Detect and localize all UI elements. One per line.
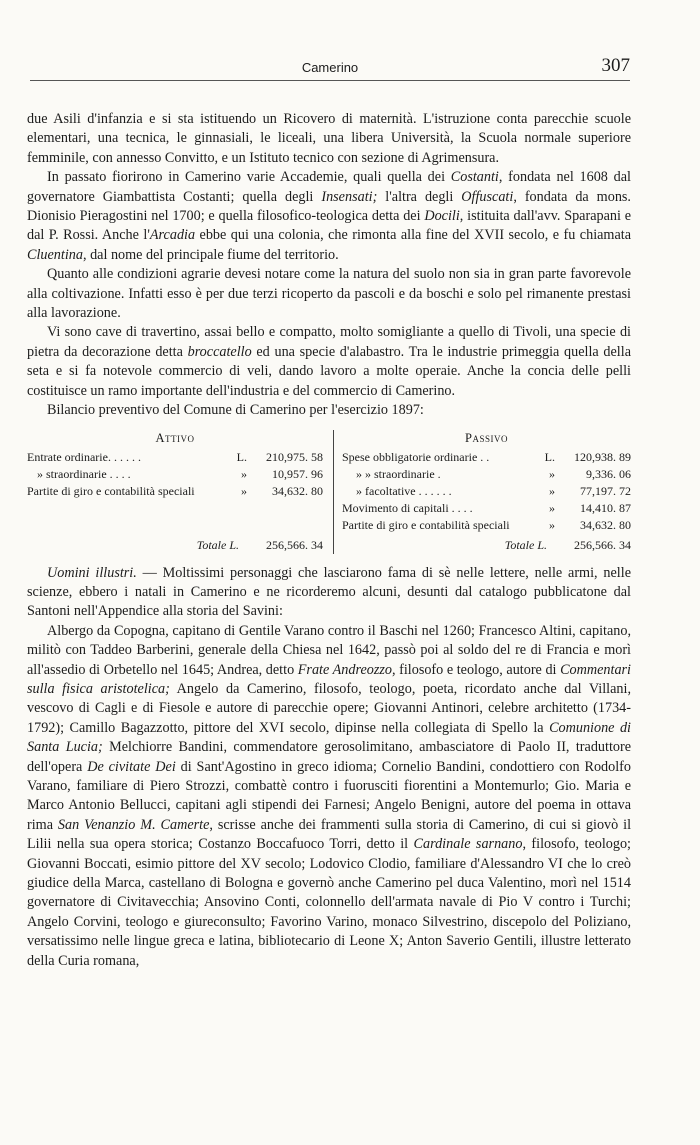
row-amount: 14,410. 87 (580, 500, 631, 515)
total-amount: 256,566. 34 (574, 537, 631, 552)
italic-run: Cardinale sarnano (413, 836, 523, 853)
row-amount: 34,632. 80 (580, 517, 631, 532)
italic-run: Costanti (450, 169, 499, 186)
italic-run: De civitate Dei (87, 758, 176, 775)
text-run: l'altra degli (377, 188, 462, 205)
total-label: Totale L. (504, 537, 547, 552)
text-run: Angelo da Camerino, filosofo, teologo, poeta, ricordato anche dal Villani, vescovo di Cagli e di Fiesole e autore di parecchie opere; Giovanni Antinori, celebre architetto (1734-1792); Camillo Bagazzotto, pittore del XVI secolo, dipinse nella collegiata di Spello la (27, 680, 631, 736)
row-amount: 210,975. 58 (266, 449, 323, 464)
row-mark: » (241, 483, 247, 498)
row-label: Spese obbligatorie ordinarie . . (342, 449, 490, 464)
row-amount: 34,632. 80 (272, 483, 323, 498)
text-run: ed una specie d'alabastro. Tra le industrie primeggia quella della seta e si fa notevole commercio di veli, dando lavoro a molte operaie. Anche la concia delle pelli costituisce un ramo importante dell'industria e del commercio di Camerino. (27, 343, 631, 399)
italic-run: Cluentina (27, 246, 83, 263)
row-mark: » (241, 466, 247, 481)
budget-passivo-column (333, 430, 631, 554)
spacer (27, 500, 323, 537)
italic-run: Insensati; (321, 188, 378, 205)
table-row (342, 500, 631, 517)
italic-run: Commentari sulla fisica aristotelica; (27, 661, 631, 697)
text-run: Albergo da Copogna, capitano di Gentile Varano contro il Baschi nel 1260; Francesco Altini, capitano, militò con Taddeo Barberini, generale della Chiesa nel 1642, passò poi al soldo del re di Francia e morì all'assedio di Orbetello nel 1645; Andrea, detto (27, 622, 631, 678)
running-title: Camerino (301, 60, 359, 75)
total-amount: 256,566. 34 (266, 537, 323, 552)
table-row (27, 483, 323, 500)
attivo-heading: Attivo (155, 430, 195, 445)
italic-run: Offuscati (461, 188, 514, 205)
table-row (342, 466, 631, 483)
row-label: Entrate ordinarie. . . . . . (27, 449, 141, 464)
row-label: » straordinarie . . . . (37, 466, 131, 481)
italic-run: San Venanzio M. Camerte (57, 816, 210, 833)
paragraph-education: due Asili d'infanzia e si sta istituendo un Ricovero di maternità. L'istruzione conta parecchie scuole elementari, una tecnica, le ginnasiali, le liceali, una libera Università, la Scuola normale superiore femminile, con annesso Convitto, e un Istituto tecnico con sezione di Agrimensura. (27, 111, 631, 166)
row-mark: » (549, 517, 555, 532)
row-label: » » straordinarie . (356, 466, 441, 481)
italic-run: Docili (424, 208, 460, 225)
row-mark: L. (236, 449, 247, 464)
budget-attivo-column (27, 430, 333, 554)
text-run: — Moltissimi personaggi che lasciarono fama di sè nelle lettere, nelle armi, nelle scienze, ebbero i natali in Camerino e ne ricorderemo alcuni, desunti dal catalogo pubblicatone dal Santoni nell'Appendice alla storia del Savini: (27, 564, 631, 620)
row-amount: 77,197. 72 (580, 483, 631, 498)
italic-run: broccatello (187, 343, 252, 360)
row-mark: » (549, 466, 555, 481)
attivo-total (27, 537, 323, 554)
text-run: di Sant'Agostino in greco idioma; Cornelio Bandini, condottiero con Rodolfo Varano, familiare di Piero Strozzi, combattè contro i fuorusciti fiorentini a Montemurlo; Gio. Maria e Marco Antonio Bellucci, capitani agli stipendi dei Farnesi; Angelo Benigni, autore del poema in ottava rima (27, 758, 632, 833)
row-amount: 120,938. 89 (574, 449, 631, 464)
budget-table (27, 430, 631, 554)
table-row (27, 449, 323, 466)
text-run: , scrisse anche dei frammenti sulla storia di Camerino, di cui si giovò il Lilii nella sua opera storica; Costanzo Boccafuoco Torri, detto il (27, 816, 632, 853)
paragraph-budget-intro: Bilancio preventivo del Comune di Camerino per l'esercizio 1897: (47, 402, 424, 419)
paragraph-illustrious-list (27, 622, 631, 971)
italic-run: Arcadia (149, 227, 196, 244)
row-amount: 10,957. 96 (272, 466, 323, 481)
paragraph-illustrious-intro (27, 564, 631, 622)
paragraph-agriculture: Quanto alle condizioni agrarie devesi notare come la natura del suolo non sia in gran parte favorevole alla coltivazione. Infatti esso è per due terzi ricoperto da pascoli e da boschi e solo pel rimanente prestasi alla lavorazione. (27, 266, 631, 322)
row-label: Partite di giro e contabilità speciali (27, 483, 195, 498)
page-number: 307 (601, 55, 630, 76)
row-label: Partite di giro e contabilità speciali (342, 517, 510, 532)
table-row (342, 449, 631, 466)
row-mark: » (549, 483, 555, 498)
table-row (342, 483, 631, 500)
text-run: , fondata nel 1608 dal governatore Giambattista Costanti; quella degli (27, 169, 631, 205)
text-run: , dal nome del principale fiume del territorio. (82, 246, 339, 263)
row-label: Movimento di capitali . . . . (342, 500, 473, 515)
text-run: In passato fiorirono in Camerino varie Accademie, quali quella dei (47, 169, 451, 186)
row-label: » facoltative . . . . . . (356, 483, 452, 498)
table-row (27, 466, 323, 483)
row-mark: » (549, 500, 555, 515)
passivo-total (342, 537, 631, 554)
body-text (27, 110, 631, 971)
text-run: , istituita dall'avv. Sparapani e dal P. Rossi. Anche l' (27, 208, 632, 244)
text-run: Melchiorre Bandini, commendatore gerosolimitano, ambasciatore di Paolo II, traduttore dell'opera (27, 739, 632, 775)
italic-run: Comunione di Santa Lucia; (27, 719, 632, 756)
text-run: , filosofo, teologo; Giovanni Boccati, esimio pittore del XV secolo; Lodovico Clodio, familiare d'Alessandro VI che lo creò giudice della Marca, castellano di Bologna e governò anche Camerino pel duca Valentino, morì nel 1514 governatore di Civitavecchia; Ansovino Conti, colonnello dell'armata navale di Pio V contro i Turchi; Angelo Corvini, teologo e giureconsulto; Favorino Varino, monaco Silvestrino, discepolo del Poliziano, versatissimo nelle lingue greca e latina, bibliotecario di Leone X; Anton Saverio Gentili, illustre letterato della Curia romana, (27, 836, 631, 969)
passivo-heading: Passivo (465, 430, 508, 445)
running-head (30, 55, 630, 81)
row-mark: L. (544, 449, 555, 464)
text-run: ebbe qui una colonia, che rimonta alla fine del XVII secolo, e fu chiamata (195, 227, 632, 244)
text-run: Vi sono cave di travertino, assai bello e compatto, molto somigliante a quello di Tivoli, una specie di pietra da decorazione detta (27, 324, 631, 360)
paragraph-academies (27, 168, 631, 265)
table-row (342, 517, 631, 534)
text-run: , fondata da mons. Dionisio Pieragostini nel 1700; e quella filosofico-teologica detta dei (27, 188, 631, 225)
text-run: , filosofo e teologo, autore di (391, 661, 561, 678)
italic-run: Frate Andreozzo (297, 661, 392, 678)
row-amount: 9,336. 06 (586, 466, 631, 481)
paragraph-industry (27, 323, 631, 401)
total-label: Totale L. (196, 537, 239, 552)
italic-run: Uomini illustri. (47, 564, 137, 581)
